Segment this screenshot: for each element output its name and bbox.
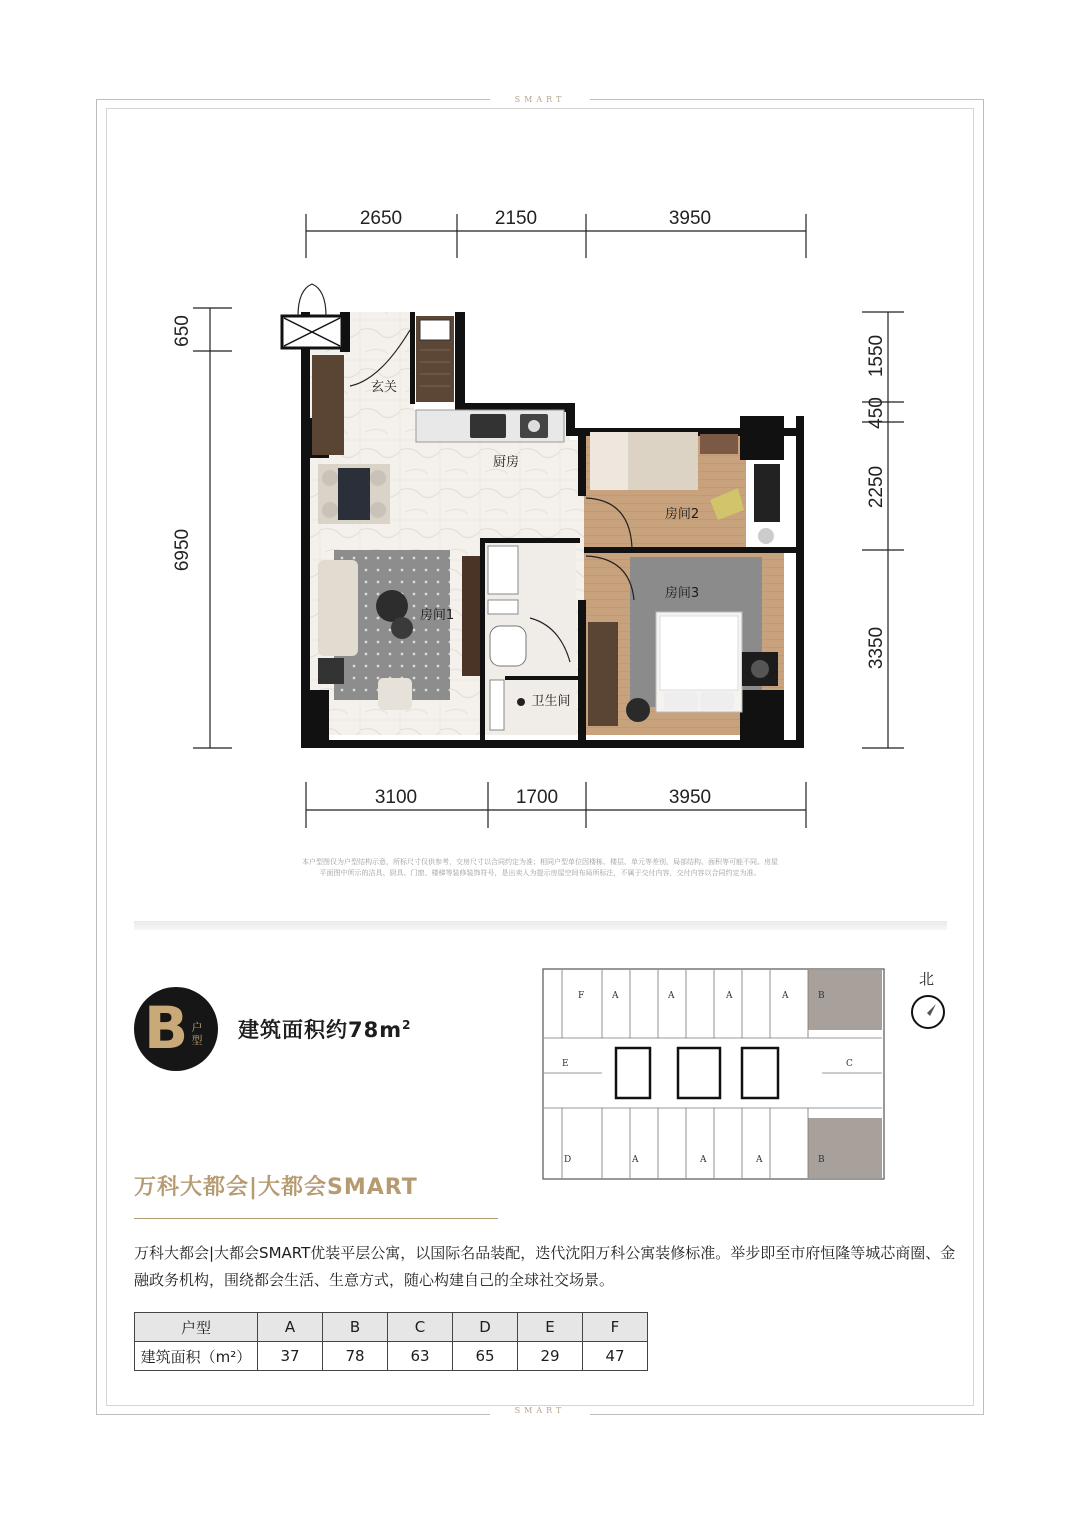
room-label-kitchen: 厨房 — [492, 455, 520, 470]
dim-right-2: 450 — [866, 397, 887, 429]
dimension-lines-left — [193, 308, 232, 748]
brand-tag-top: SMART — [490, 95, 590, 105]
unit-letter: B — [144, 994, 189, 1062]
keyplan-label-a7: A — [756, 1155, 763, 1165]
dim-right-1: 1550 — [866, 334, 887, 378]
unit-area-title — [238, 1014, 411, 1044]
keyplan-label-a2: A — [668, 991, 675, 1001]
specs-value-c: 63 — [388, 1342, 453, 1371]
dim-left-1: 650 — [172, 315, 193, 347]
keyplan-label-b1: B — [818, 991, 825, 1001]
room-label-room3: 房间3 — [664, 586, 700, 601]
specs-value-d: 65 — [453, 1342, 518, 1371]
specs-value-f: 47 — [583, 1342, 648, 1371]
keyplan-label-a3: A — [726, 991, 733, 1001]
dim-right-4: 3350 — [866, 626, 887, 670]
room-label-entry: 玄关 — [370, 380, 398, 395]
dim-right-3: 2250 — [866, 465, 887, 509]
title-underline — [134, 1218, 498, 1219]
dim-top-1: 2650 — [359, 208, 403, 229]
north-label: 北 — [919, 970, 935, 988]
dim-top-3: 3950 — [668, 208, 712, 229]
shoe-cabinet — [416, 316, 454, 402]
keyplan-label-c: C — [846, 1059, 853, 1069]
kitchen-counter — [416, 410, 564, 442]
brand-tag-bottom: SMART — [490, 1406, 590, 1416]
specs-value-a: 37 — [258, 1342, 323, 1371]
unit-badge — [134, 987, 218, 1071]
specs-header-f: F — [583, 1313, 648, 1342]
specs-table — [134, 1312, 648, 1371]
dim-bottom-3: 3950 — [668, 787, 712, 808]
unit-area-sup: 2 — [402, 1018, 412, 1032]
dim-bottom-2: 1700 — [515, 787, 559, 808]
keyplan-label-d: D — [564, 1155, 572, 1165]
keyplan-label-a1: A — [612, 991, 619, 1001]
keyplan-label-a6: A — [700, 1155, 707, 1165]
specs-value-b: 78 — [323, 1342, 388, 1371]
entry-cabinet — [312, 415, 344, 455]
keyplan-label-a5: A — [632, 1155, 639, 1165]
specs-area-row — [135, 1342, 648, 1371]
keyplan-label-f: F — [578, 991, 585, 1001]
entry-wardrobe — [312, 355, 344, 415]
dim-bottom-1: 3100 — [374, 787, 418, 808]
dim-left-2: 6950 — [172, 528, 193, 572]
disclaimer — [240, 857, 840, 879]
room-label-room1: 房间1 — [419, 608, 455, 623]
specs-row-label: 建筑面积（m²） — [135, 1342, 258, 1371]
keyplan-label-e: E — [562, 1059, 569, 1069]
keyplan-label-a4: A — [782, 991, 789, 1001]
specs-header-c: C — [388, 1313, 453, 1342]
room-label-room2: 房间2 — [664, 507, 700, 522]
unit-area-label: 建筑面积约78m — [238, 1018, 403, 1042]
disclaimer-line-1: 本户型图仅为户型结构示意，所标尺寸仅供参考，交房尺寸以合同约定为准；相同户型单位因楼栋、楼层、单元等差别，局部结构、面积等可能不同。房屋 — [302, 858, 778, 866]
keyplan-label-b2: B — [818, 1155, 825, 1165]
specs-value-e: 29 — [518, 1342, 583, 1371]
compass-icon — [910, 994, 946, 1030]
unit-type-label: 户型 — [191, 1021, 203, 1047]
building-key-plan — [542, 968, 885, 1180]
dim-top-2: 2150 — [494, 208, 538, 229]
project-description: 万科大都会|大都会SMART优装平层公寓，以国际名品装配，迭代沈阳万科公寓装修标准。举步即至市府恒隆等城芯商圈、金融政务机构，围绕都会生活、生意方式，随心构建自己的全球社交场景。 — [134, 1244, 956, 1289]
specs-header-row — [135, 1313, 648, 1342]
specs-header-b: B — [323, 1313, 388, 1342]
specs-header-type: 户型 — [135, 1313, 258, 1342]
specs-header-d: D — [453, 1313, 518, 1342]
project-title: 万科大都会|大都会SMART — [134, 1175, 418, 1200]
disclaimer-line-2: 平面图中所示的洁具、厨具、门窗、楼梯等装修装饰符号，是出卖人为提示房屋空间布局所标注，不属于交付内容，交付内容以合同约定为准。 — [319, 869, 761, 877]
specs-header-e: E — [518, 1313, 583, 1342]
specs-header-a: A — [258, 1313, 323, 1342]
dining-table — [318, 464, 390, 524]
section-divider — [134, 921, 947, 930]
room-label-bathroom: 卫生间 — [531, 694, 571, 709]
